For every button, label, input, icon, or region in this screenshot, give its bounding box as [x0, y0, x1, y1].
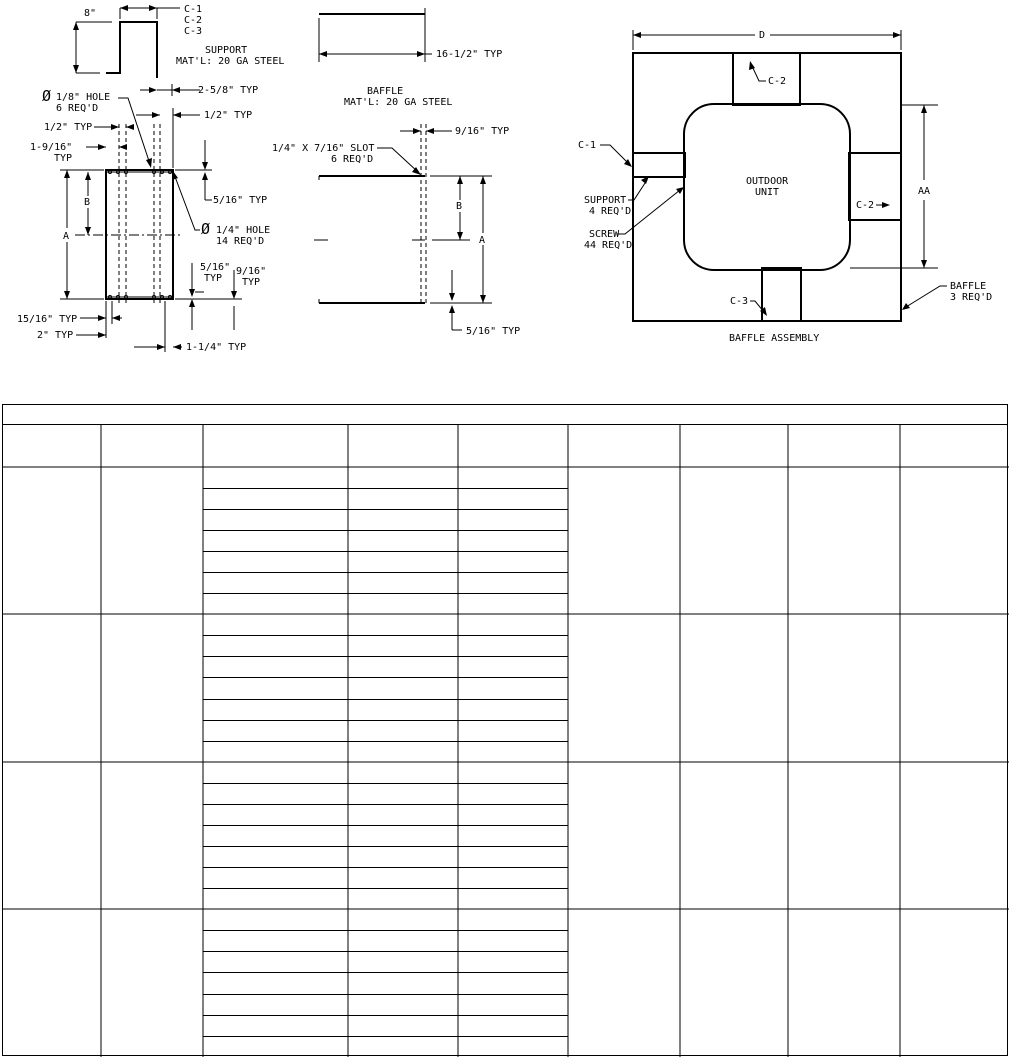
assembly-label-d: D	[759, 30, 766, 41]
support-material: MAT'L: 20 GA STEEL	[176, 56, 285, 67]
support-dim-15-16: 15/16" TYP	[17, 314, 78, 325]
assembly-unit-b: UNIT	[755, 187, 780, 198]
support-diameter-symbol-2: Ø	[201, 220, 211, 238]
support-label-c1: C-1	[184, 4, 203, 15]
support-dim-1-9-16-b: TYP	[54, 153, 73, 164]
baffle-assembly-view	[578, 30, 992, 344]
support-dim-5-16-a: 5/16"	[200, 262, 231, 273]
baffle-label-a: A	[479, 235, 486, 246]
support-label-a: A	[63, 231, 70, 242]
support-dim-9-16-b: TYP	[242, 277, 261, 288]
dimension-table	[2, 404, 1008, 1056]
baffle-label-b: B	[456, 201, 463, 212]
baffle-material: MAT'L: 20 GA STEEL	[344, 97, 453, 108]
support-flat-view	[17, 87, 270, 353]
assembly-c2-right: C-2	[856, 200, 875, 211]
support-label-b: B	[84, 197, 91, 208]
baffle-slot-a: 1/4" X 7/16" SLOT	[272, 143, 375, 154]
support-dim-2-5-8: 2-5/8" TYP	[198, 85, 259, 96]
technical-drawing	[0, 0, 1010, 400]
support-hole-18-a: 1/8" HOLE	[56, 92, 111, 103]
assembly-c3: C-3	[730, 296, 749, 307]
assembly-baffle-b: 3 REQ'D	[950, 292, 993, 303]
support-hole-14-a: 1/4" HOLE	[216, 225, 271, 236]
assembly-screw-b: 44 REQ'D	[584, 240, 633, 251]
assembly-c2-top: C-2	[768, 76, 787, 87]
baffle-slot-b: 6 REQ'D	[331, 154, 374, 165]
assembly-support-a: SUPPORT	[584, 195, 627, 206]
baffle-dim-16-1-2: 16-1/2" TYP	[436, 49, 503, 60]
assembly-unit-a: OUTDOOR	[746, 176, 789, 187]
support-dim-5-16-top: 5/16" TYP	[213, 195, 268, 206]
assembly-title: BAFFLE ASSEMBLY	[729, 333, 820, 344]
support-diameter-symbol-1: Ø	[42, 87, 52, 105]
support-label-c3: C-3	[184, 26, 203, 37]
support-hole-18-b: 6 REQ'D	[56, 103, 99, 114]
support-dim-9-16-a: 9/16"	[236, 266, 267, 277]
baffle-dim-9-16: 9/16" TYP	[455, 126, 510, 137]
assembly-c1: C-1	[578, 140, 597, 151]
support-dim-1-1-4: 1-1/4" TYP	[186, 342, 247, 353]
support-dim-1-9-16-a: 1-9/16"	[30, 142, 73, 153]
support-dim-8: 8"	[84, 8, 97, 19]
support-dim-5-16-b: TYP	[204, 273, 223, 284]
assembly-screw-a: SCREW	[589, 229, 620, 240]
support-label-c2: C-2	[184, 15, 203, 26]
baffle-view	[272, 8, 520, 337]
dimension-table-grid	[3, 405, 1009, 1057]
support-profile-view	[73, 4, 284, 96]
support-dim-1-2-right: 1/2" TYP	[204, 110, 253, 121]
support-dim-2: 2" TYP	[37, 330, 74, 341]
support-dim-1-2-left: 1/2" TYP	[44, 122, 93, 133]
baffle-dim-5-16: 5/16" TYP	[466, 326, 521, 337]
assembly-label-aa: AA	[918, 186, 931, 197]
support-hole-14-b: 14 REQ'D	[216, 236, 265, 247]
baffle-title: BAFFLE	[367, 86, 404, 97]
support-title: SUPPORT	[205, 45, 248, 56]
assembly-baffle-a: BAFFLE	[950, 281, 987, 292]
assembly-support-b: 4 REQ'D	[589, 206, 632, 217]
